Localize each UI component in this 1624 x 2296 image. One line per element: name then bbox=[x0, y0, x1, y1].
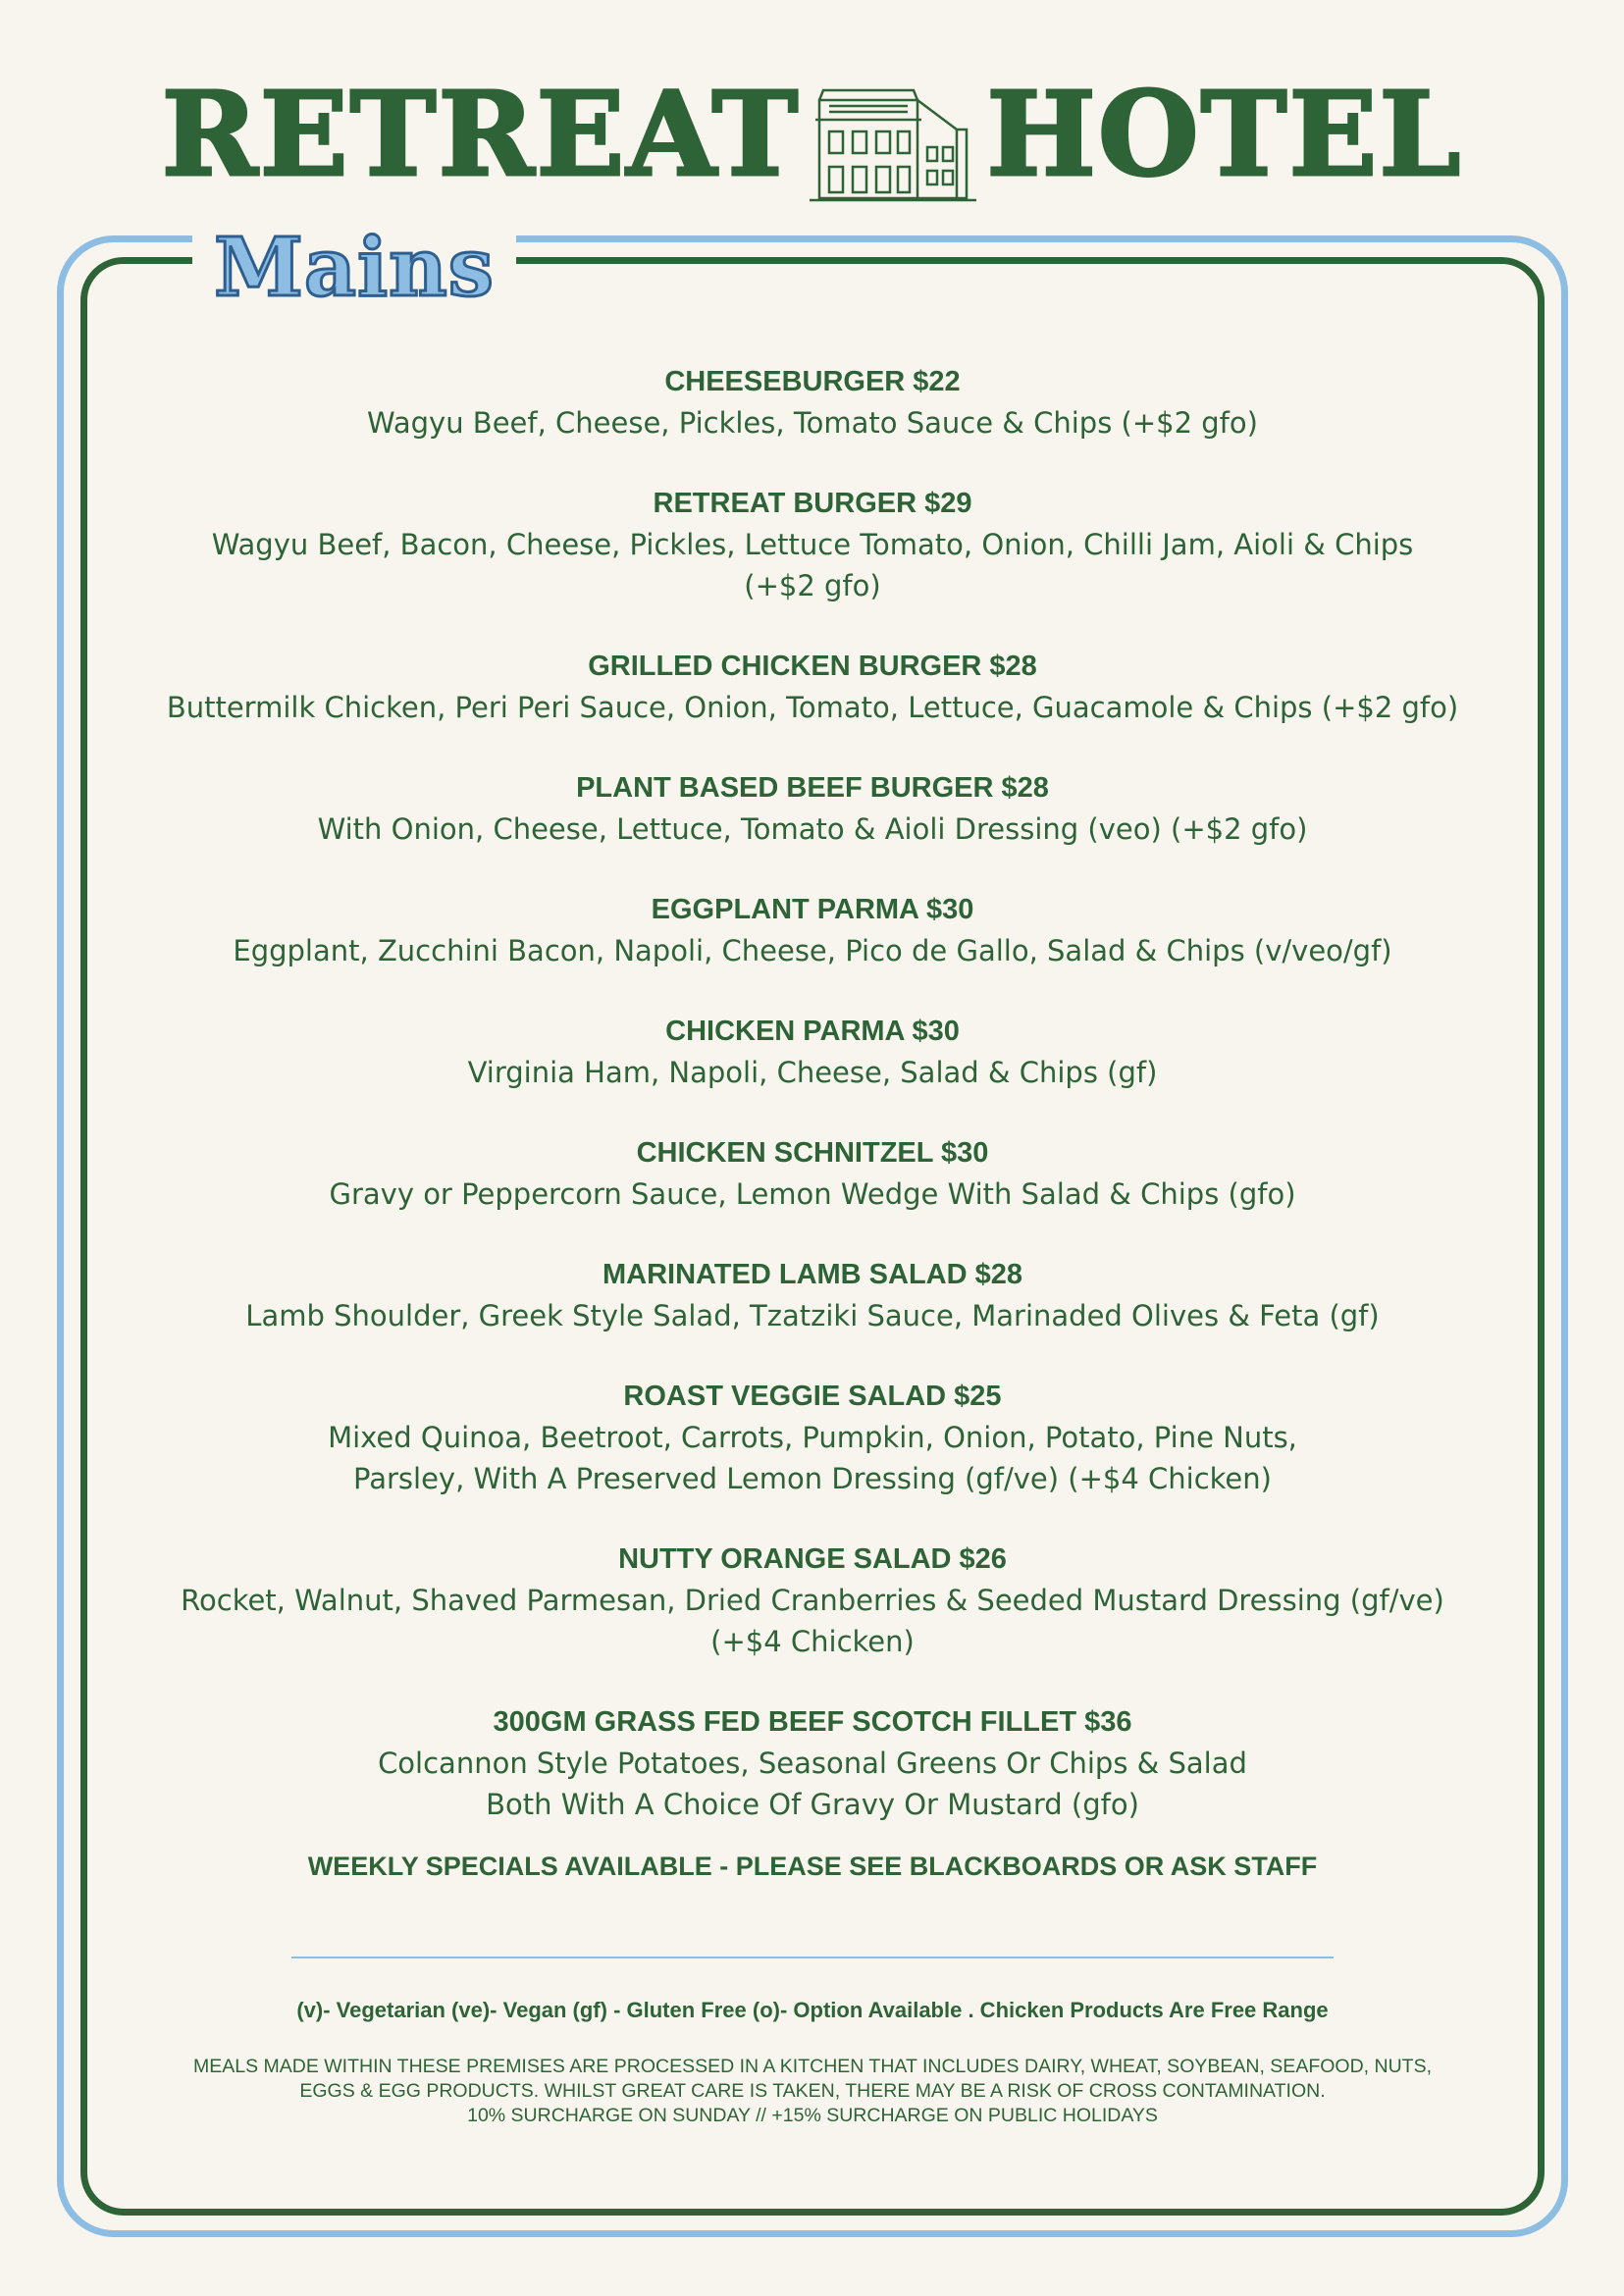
menu-item bbox=[118, 483, 1507, 606]
menu-item-description: Mixed Quinoa, Beetroot, Carrots, Pumpkin, Onion, Potato, Pine Nuts, bbox=[328, 1421, 1297, 1454]
weekly-specials-note: WEEKLY SPECIALS AVAILABLE - PLEASE SEE BLACKBOARDS OR ASK STAFF bbox=[307, 1852, 1318, 1881]
menu-item-title: RETREAT BURGER $29 bbox=[653, 488, 972, 519]
menu-item-description: (+$4 Chicken) bbox=[710, 1625, 915, 1658]
hotel-building-icon bbox=[810, 61, 976, 208]
menu-item bbox=[118, 1376, 1507, 1499]
menu-item-title: CHICKEN SCHNITZEL $30 bbox=[636, 1137, 989, 1169]
menu-item-description: Wagyu Beef, Cheese, Pickles, Tomato Sauce & Chips (+$2 gfo) bbox=[367, 406, 1258, 440]
menu-item bbox=[118, 361, 1507, 444]
menu-item bbox=[118, 767, 1507, 850]
menu-item-description: (+$2 gfo) bbox=[744, 569, 881, 602]
menu-item-title: EGGPLANT PARMA $30 bbox=[651, 894, 974, 925]
section-title: Mains bbox=[214, 221, 495, 315]
disclaimer-line: EGGS & EGG PRODUCTS. WHILST GREAT CARE IS TAKEN, THERE MAY BE A RISK OF CROSS CONTAMINATION. bbox=[299, 2080, 1326, 2102]
divider bbox=[291, 1957, 1334, 1958]
brand-name-right: HOTEL bbox=[986, 66, 1463, 202]
menu-item-title: PLANT BASED BEEF BURGER $28 bbox=[576, 772, 1049, 804]
menu-item-title: CHICKEN PARMA $30 bbox=[665, 1016, 960, 1047]
section-tab bbox=[192, 214, 516, 322]
menu-items bbox=[118, 361, 1507, 1886]
menu-item-description: Virginia Ham, Napoli, Cheese, Salad & Chips (gf) bbox=[467, 1056, 1158, 1089]
menu-item bbox=[118, 889, 1507, 971]
disclaimer-line: MEALS MADE WITHIN THESE PREMISES ARE PROCESSED IN A KITCHEN THAT INCLUDES DAIRY, WHEAT, SOYBEAN, SEAFOOD, NUTS, bbox=[193, 2056, 1432, 2077]
menu-item-description: Eggplant, Zucchini Bacon, Napoli, Cheese, Pico de Gallo, Salad & Chips (v/veo/gf) bbox=[233, 934, 1392, 967]
surcharge-note: 10% SURCHARGE ON SUNDAY // +15% SURCHARGE ON PUBLIC HOLIDAYS bbox=[467, 2105, 1158, 2126]
menu-item-description: Rocket, Walnut, Shaved Parmesan, Dried Cranberries & Seeded Mustard Dressing (gf/ve) bbox=[181, 1584, 1444, 1617]
menu-item bbox=[118, 1011, 1507, 1093]
menu-item-description: Gravy or Peppercorn Sauce, Lemon Wedge With Salad & Chips (gfo) bbox=[329, 1177, 1296, 1211]
allergen-disclaimer bbox=[118, 2055, 1507, 2128]
menu-item-title: MARINATED LAMB SALAD $28 bbox=[602, 1259, 1023, 1290]
menu-item-description: Colcannon Style Potatoes, Seasonal Greens Or Chips & Salad bbox=[378, 1747, 1247, 1780]
menu-item-description: Parsley, With A Preserved Lemon Dressing (gf/ve) (+$4 Chicken) bbox=[353, 1462, 1272, 1495]
menu-item bbox=[118, 1254, 1507, 1336]
menu-item-title: 300GM GRASS FED BEEF SCOTCH FILLET $36 bbox=[493, 1706, 1132, 1738]
menu-item bbox=[118, 1539, 1507, 1662]
menu-item bbox=[118, 646, 1507, 728]
menu-item-title: GRILLED CHICKEN BURGER $28 bbox=[588, 651, 1037, 682]
menu-item-description: With Onion, Cheese, Lettuce, Tomato & Aioli Dressing (veo) (+$2 gfo) bbox=[317, 812, 1308, 846]
menu-item-description: Buttermilk Chicken, Peri Peri Sauce, Onion, Tomato, Lettuce, Guacamole & Chips (+$2 gfo) bbox=[166, 691, 1459, 724]
menu-item-description: Wagyu Beef, Bacon, Cheese, Pickles, Lettuce Tomato, Onion, Chilli Jam, Aioli & Chips bbox=[211, 528, 1414, 561]
brand-header bbox=[0, 61, 1624, 208]
brand-name-left: RETREAT bbox=[161, 66, 801, 202]
menu-item-title: ROAST VEGGIE SALAD $25 bbox=[623, 1381, 1002, 1412]
menu-item bbox=[118, 1132, 1507, 1215]
menu-item-title: NUTTY ORANGE SALAD $26 bbox=[618, 1543, 1007, 1575]
menu-item bbox=[118, 1701, 1507, 1825]
dietary-legend: (v)- Vegetarian (ve)- Vegan (gf) - Gluten Free (o)- Option Available . Chicken Products Are Free Range bbox=[296, 1998, 1329, 2022]
menu-item-title: CHEESEBURGER $22 bbox=[664, 366, 961, 397]
menu-item-description: Both With A Choice Of Gravy Or Mustard (gfo) bbox=[486, 1788, 1139, 1821]
menu-item-description: Lamb Shoulder, Greek Style Salad, Tzatziki Sauce, Marinaded Olives & Feta (gf) bbox=[245, 1299, 1380, 1332]
